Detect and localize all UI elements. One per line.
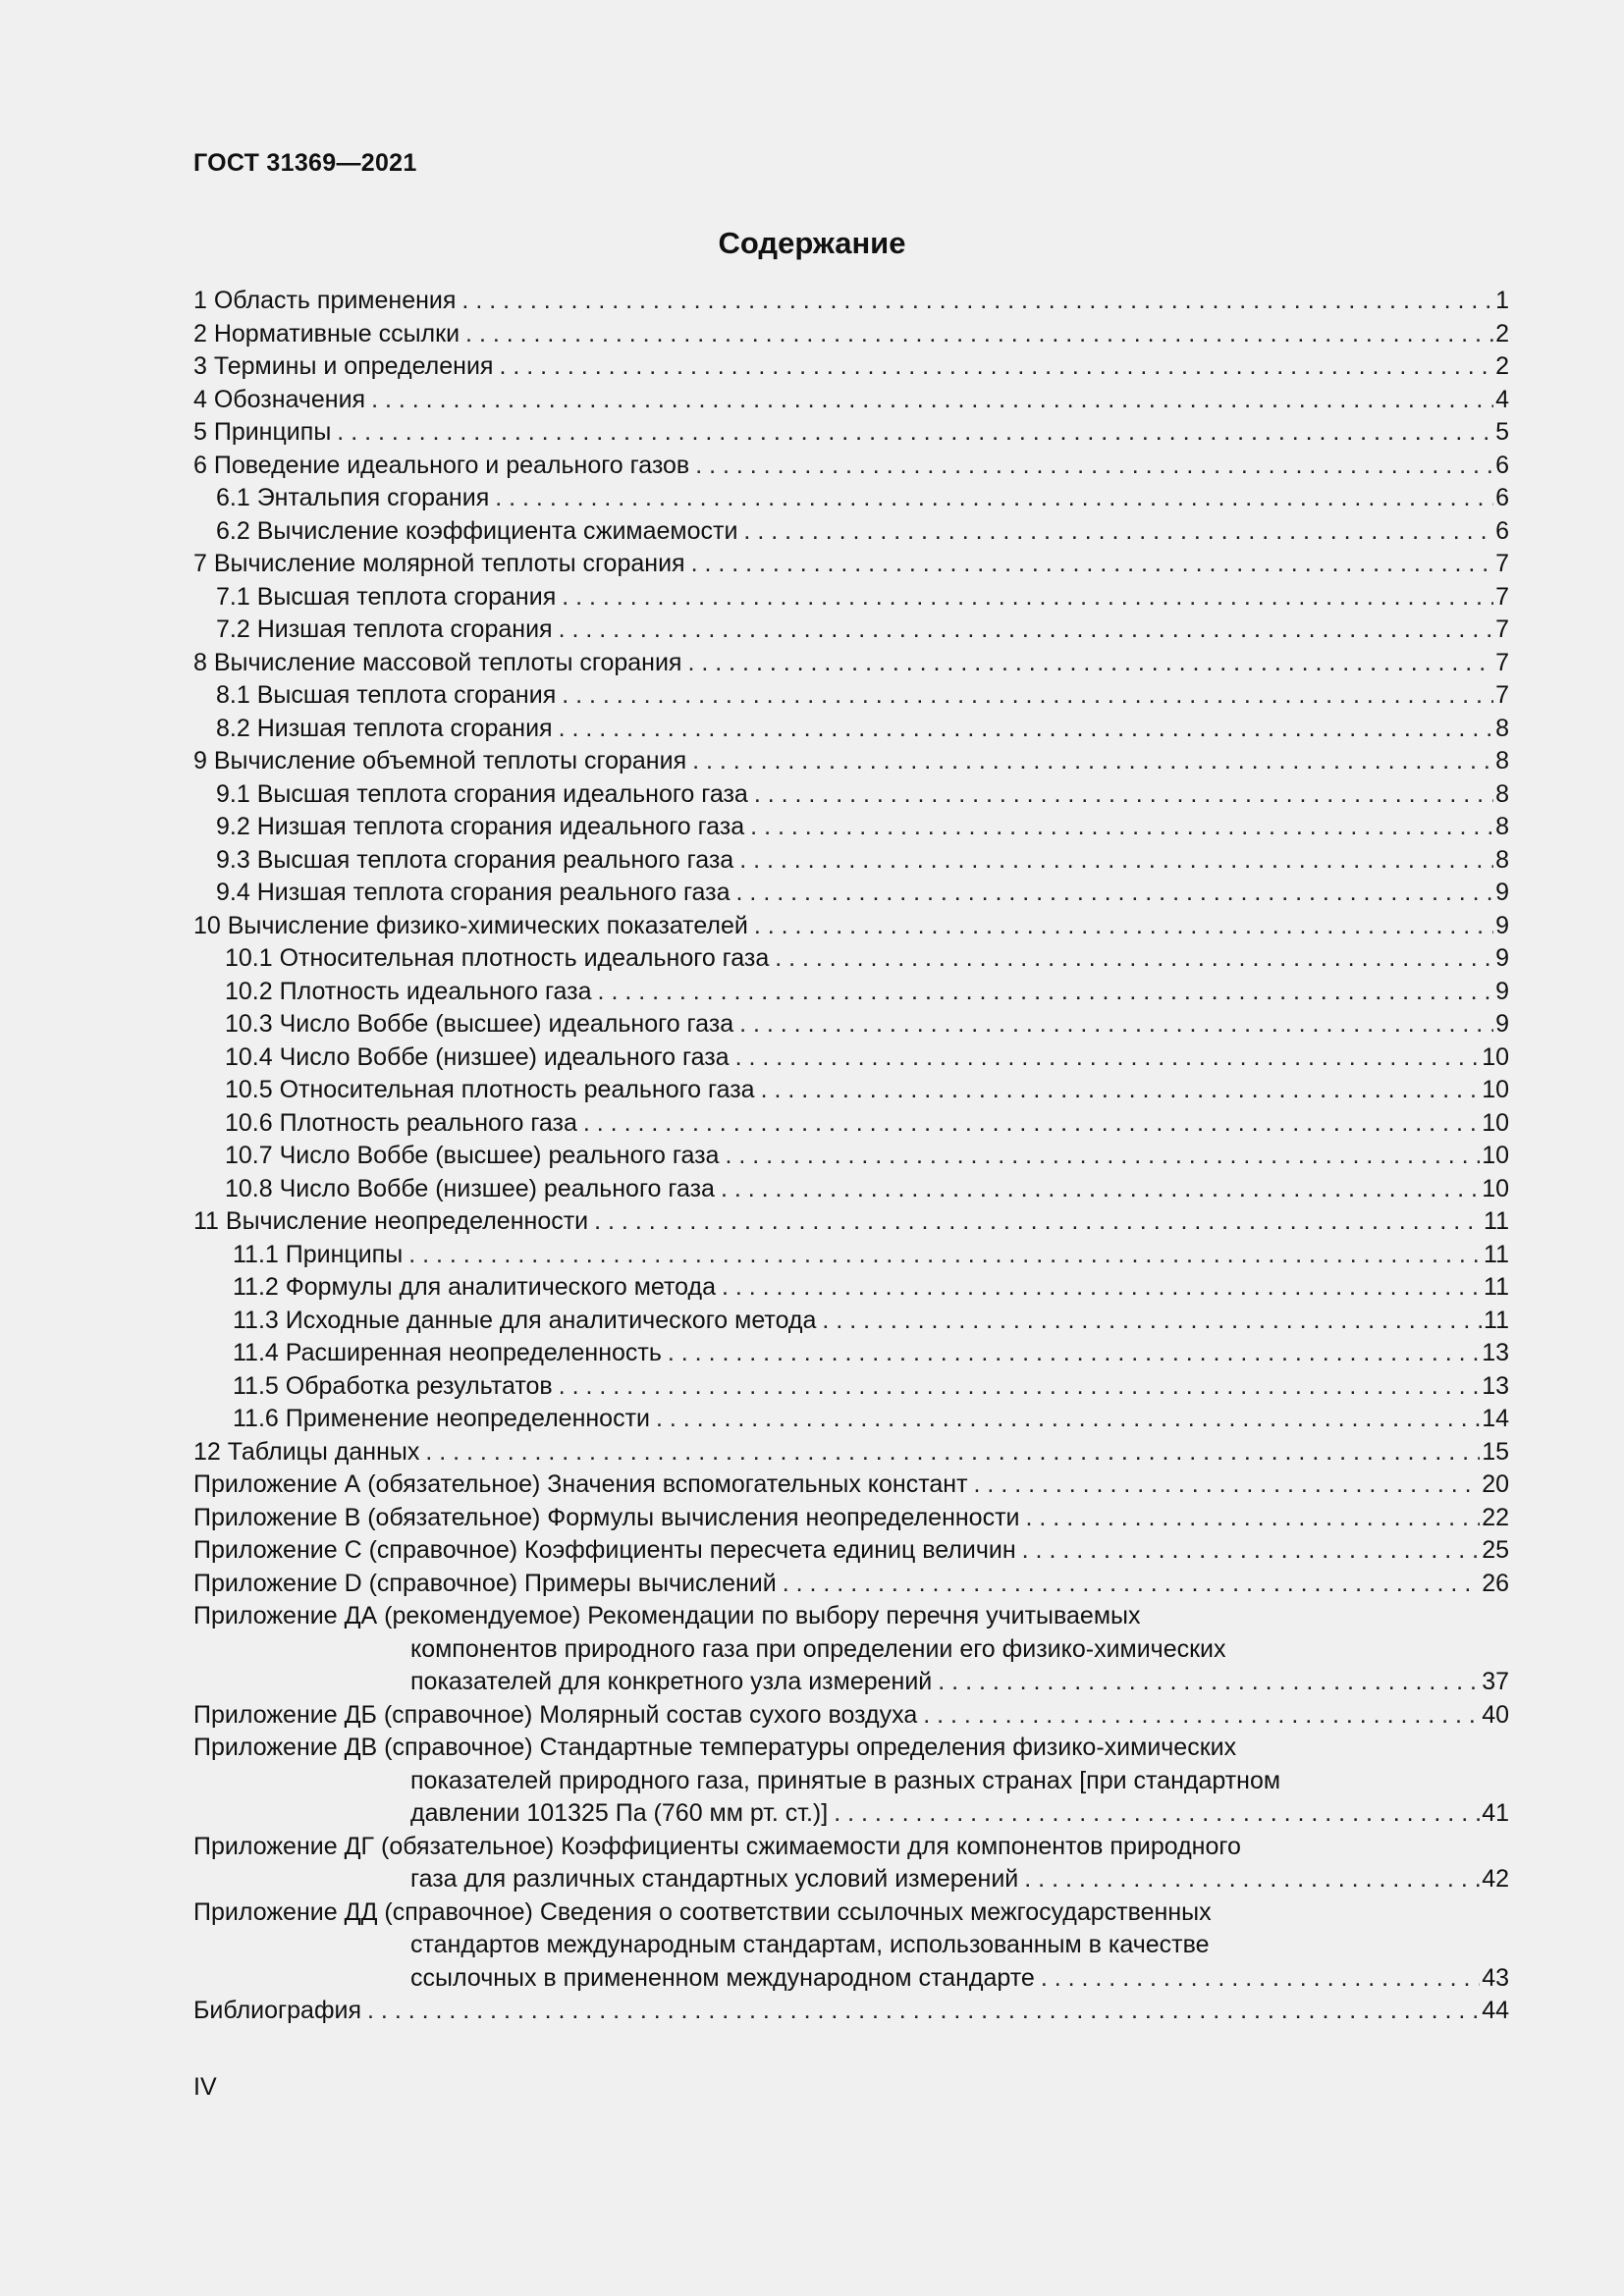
- toc-entry-text: 7 Вычисление молярной теплоты сгорания: [193, 550, 685, 577]
- toc-entry-text: стандартов международным стандартам, использованным в качестве: [410, 1931, 1210, 1958]
- toc-entry-text: 8 Вычисление массовой теплоты сгорания: [193, 648, 682, 676]
- toc-page-number: 20: [1482, 1470, 1509, 1498]
- toc-item[interactable]: [193, 1305, 1509, 1338]
- toc-bibliography-item[interactable]: [193, 1995, 1509, 2028]
- toc-line: [193, 1962, 1509, 1996]
- toc-entry-text: Приложение ДГ (обязательное) Коэффициенты сжимаемости для компонентов природного: [193, 1832, 1241, 1860]
- dot-leader: [754, 910, 1493, 943]
- dot-leader: [367, 1995, 1480, 2028]
- toc-item[interactable]: [193, 778, 1509, 812]
- toc-appendix-item[interactable]: [193, 1600, 1509, 1699]
- toc-line: [233, 1271, 1509, 1305]
- toc-item[interactable]: [193, 482, 1509, 515]
- toc-page-number: 5: [1495, 418, 1509, 446]
- toc-page-number: 11: [1484, 1273, 1509, 1301]
- dot-leader: [695, 450, 1493, 483]
- dot-leader: [750, 811, 1493, 844]
- toc-page-number: 9: [1495, 977, 1509, 1005]
- toc-item[interactable]: [193, 1041, 1509, 1075]
- toc-item[interactable]: [193, 614, 1509, 647]
- toc-item[interactable]: [193, 1568, 1509, 1601]
- toc-appendix-item[interactable]: [193, 1699, 1509, 1733]
- toc-entry-text: 11.1 Принципы: [233, 1240, 404, 1268]
- toc-item[interactable]: [193, 877, 1509, 910]
- dot-leader: [465, 318, 1493, 351]
- dot-leader: [834, 1797, 1480, 1831]
- toc-item[interactable]: [193, 1074, 1509, 1107]
- toc-line: [216, 614, 1509, 647]
- dot-leader: [974, 1468, 1481, 1502]
- dot-leader: [1026, 1502, 1481, 1535]
- toc-line: [193, 1534, 1509, 1568]
- toc-item[interactable]: [193, 1534, 1509, 1568]
- dot-leader: [735, 1041, 1481, 1075]
- toc-item[interactable]: [193, 548, 1509, 581]
- dot-leader: [598, 976, 1494, 1009]
- toc-page-number: 13: [1482, 1339, 1509, 1366]
- toc-item[interactable]: [193, 1205, 1509, 1239]
- toc-page-number: 11: [1484, 1207, 1509, 1235]
- toc-entry-text: 10.8 Число Воббе (низшее) реального газа: [225, 1174, 715, 1202]
- toc-entry-text: 9 Вычисление объемной теплоты сгорания: [193, 747, 687, 774]
- toc-page-number: 6: [1495, 516, 1509, 545]
- toc-line: [193, 1502, 1509, 1535]
- dot-leader: [668, 1337, 1480, 1370]
- toc-item[interactable]: [193, 1140, 1509, 1173]
- toc-line: [216, 482, 1509, 515]
- toc-page-number: 9: [1495, 911, 1509, 939]
- page-number: IV: [193, 2073, 217, 2101]
- toc-entry-text: Приложение ДВ (справочное) Стандартные температуры определения физико-химических: [193, 1734, 1237, 1761]
- dot-leader: [559, 614, 1494, 647]
- toc-line: [193, 350, 1509, 384]
- toc-item[interactable]: [193, 1436, 1509, 1469]
- toc-appendix-item[interactable]: [193, 1896, 1509, 1996]
- toc-item[interactable]: [193, 1008, 1509, 1041]
- toc-page-number: 8: [1495, 779, 1509, 808]
- dot-leader: [725, 1140, 1480, 1173]
- dot-leader: [692, 745, 1493, 778]
- toc-entry-text: 9.1 Высшая теплота сгорания идеального газа: [216, 779, 748, 808]
- toc-page-number: 9: [1495, 879, 1509, 906]
- dot-leader: [656, 1403, 1480, 1436]
- dot-leader: [562, 679, 1493, 713]
- toc-entry-text: 9.4 Низшая теплота сгорания реального газа: [216, 879, 731, 906]
- toc-item[interactable]: [193, 647, 1509, 680]
- toc-line: [193, 1797, 1509, 1831]
- toc-entry-text: 11.2 Формулы для аналитического метода: [233, 1273, 716, 1301]
- toc-entry-text: Приложение D (справочное) Примеры вычислений: [193, 1569, 777, 1597]
- toc-line: [216, 811, 1509, 844]
- dot-leader: [562, 581, 1493, 614]
- toc-page-number: 8: [1495, 714, 1509, 742]
- dot-leader: [594, 1205, 1482, 1239]
- toc-page-number: 8: [1495, 845, 1509, 874]
- toc-item[interactable]: [193, 910, 1509, 943]
- toc-item[interactable]: [193, 942, 1509, 976]
- toc-entry-text: Библиография: [193, 1997, 362, 2024]
- toc-entry-text: 10.1 Относительная плотность идеального газа: [225, 944, 770, 972]
- toc-page-number: 11: [1484, 1240, 1509, 1268]
- dot-leader: [687, 647, 1493, 680]
- toc-line: [233, 1239, 1509, 1272]
- toc-page-number: 10: [1482, 1142, 1509, 1169]
- toc-line: [216, 877, 1509, 910]
- toc-entry-text: 4 Обозначения: [193, 385, 366, 413]
- toc-item[interactable]: [193, 1502, 1509, 1535]
- dot-leader: [739, 1008, 1493, 1041]
- dot-leader: [743, 515, 1493, 549]
- toc-entry-text: Приложение ДБ (справочное) Молярный состав сухого воздуха: [193, 1700, 918, 1729]
- dot-leader: [938, 1666, 1480, 1699]
- toc-entry-text: 1 Область применения: [193, 287, 457, 314]
- toc-line: [233, 1337, 1509, 1370]
- toc-page-number: 2: [1495, 352, 1509, 380]
- toc-entry-text: 3 Термины и определения: [193, 352, 494, 380]
- toc-appendix-item[interactable]: [193, 1831, 1509, 1896]
- toc-item[interactable]: [193, 318, 1509, 351]
- toc-item[interactable]: [193, 811, 1509, 844]
- toc-line: [233, 1370, 1509, 1404]
- toc-page-number: 2: [1495, 319, 1509, 347]
- dot-leader: [739, 844, 1493, 878]
- toc-item[interactable]: [193, 745, 1509, 778]
- toc-entry-text: 10.5 Относительная плотность реального газа: [225, 1076, 755, 1103]
- toc-page-number: 6: [1495, 451, 1509, 479]
- toc-page-number: 37: [1482, 1668, 1509, 1695]
- dot-leader: [461, 285, 1493, 318]
- toc-entry-text: 6.1 Энтальпия сгорания: [216, 484, 490, 511]
- toc-page-number: 10: [1482, 1042, 1509, 1071]
- toc-entry-text: 10.7 Число Воббе (высшее) реального газа: [225, 1142, 720, 1169]
- toc-item[interactable]: [193, 416, 1509, 450]
- toc-line: [225, 1008, 1509, 1041]
- dot-leader: [923, 1699, 1480, 1733]
- toc-entry-text: Приложение С (справочное) Коэффициенты пересчета единиц величин: [193, 1536, 1016, 1564]
- toc-entry-text: 11.4 Расширенная неопределенность: [233, 1339, 662, 1366]
- toc-item[interactable]: [193, 450, 1509, 483]
- toc-page-number: 8: [1495, 813, 1509, 840]
- toc-entry-text: давлении 101325 Па (760 мм рт. ст.)]: [410, 1799, 829, 1827]
- dot-leader: [371, 384, 1493, 417]
- toc-item[interactable]: [193, 1271, 1509, 1305]
- toc-page-number: 22: [1482, 1503, 1509, 1531]
- toc-entry-text: 11 Вычисление неопределенности: [193, 1207, 589, 1235]
- toc-entry-text: ссылочных в примененном международном стандарте: [410, 1963, 1035, 1992]
- toc-entry-text: 10 Вычисление физико-химических показателей: [193, 911, 748, 939]
- toc-entry-text: 11.5 Обработка результатов: [233, 1371, 553, 1400]
- toc-item[interactable]: [193, 1239, 1509, 1272]
- toc-entry-text: Приложение А (обязательное) Значения вспомогательных констант: [193, 1470, 968, 1498]
- toc-entry-text: 11.6 Применение неопределенности: [233, 1405, 650, 1432]
- toc-page-number: 25: [1482, 1536, 1509, 1564]
- toc-entry-text: 10.6 Плотность реального газа: [225, 1108, 577, 1137]
- toc-line: [193, 318, 1509, 351]
- toc-item[interactable]: [193, 285, 1509, 318]
- toc-entry-text: 11.3 Исходные данные для аналитического метода: [233, 1306, 817, 1334]
- toc-line: [225, 1140, 1509, 1173]
- dot-leader: [1024, 1863, 1480, 1896]
- toc-line: [216, 581, 1509, 614]
- toc-line: [193, 745, 1509, 778]
- toc-page-number: 7: [1495, 615, 1509, 643]
- toc-entry-text: 8.1 Высшая теплота сгорания: [216, 681, 557, 709]
- toc-entry-text: 7.2 Низшая теплота сгорания: [216, 615, 553, 643]
- toc-item[interactable]: [193, 1403, 1509, 1436]
- dot-leader: [559, 1370, 1480, 1404]
- toc-line: [193, 285, 1509, 318]
- toc-item[interactable]: [193, 1173, 1509, 1206]
- toc-page-number: 4: [1495, 385, 1509, 413]
- toc-line: [193, 384, 1509, 417]
- dot-leader: [736, 877, 1494, 910]
- toc-item[interactable]: [193, 515, 1509, 549]
- toc-line: [193, 1863, 1509, 1896]
- toc-line: [193, 1436, 1509, 1469]
- toc-page-number: 6: [1495, 484, 1509, 511]
- toc-entry-text: Приложение ДА (рекомендуемое) Рекомендации по выбору перечня учитываемых: [193, 1602, 1141, 1629]
- dot-leader: [559, 713, 1494, 746]
- toc-item[interactable]: [193, 713, 1509, 746]
- toc-item[interactable]: [193, 350, 1509, 384]
- document-header: ГОСТ 31369—2021: [193, 149, 417, 177]
- toc-page-number: 7: [1495, 582, 1509, 611]
- toc-page-number: 13: [1482, 1371, 1509, 1400]
- dot-leader: [495, 482, 1493, 515]
- toc-line: [225, 976, 1509, 1009]
- toc-page-number: 7: [1495, 681, 1509, 709]
- toc-page-number: 7: [1495, 648, 1509, 676]
- toc-page-number: 15: [1482, 1437, 1509, 1466]
- toc-line: [193, 416, 1509, 450]
- toc-page-number: 8: [1495, 747, 1509, 774]
- dot-leader: [721, 1173, 1480, 1206]
- toc-line: [193, 1699, 1509, 1733]
- toc-page-number: 9: [1495, 944, 1509, 972]
- toc-line: [216, 778, 1509, 812]
- toc-line: [193, 1995, 1509, 2028]
- toc-page-number: 26: [1482, 1569, 1509, 1597]
- dot-leader: [1041, 1962, 1480, 1996]
- toc-entry-text: 10.2 Плотность идеального газа: [225, 977, 592, 1005]
- toc-line: [216, 515, 1509, 549]
- toc-line: [216, 844, 1509, 878]
- toc-entry-text: 5 Принципы: [193, 418, 332, 446]
- table-of-contents: [193, 285, 1509, 2028]
- toc-appendix-item[interactable]: [193, 1732, 1509, 1831]
- toc-line: [225, 1074, 1509, 1107]
- toc-entry-text: Приложение В (обязательное) Формулы вычисления неопределенности: [193, 1503, 1020, 1531]
- toc-line: [233, 1403, 1509, 1436]
- dot-leader: [1022, 1534, 1481, 1568]
- toc-page-number: 44: [1482, 1997, 1509, 2024]
- toc-page-number: 10: [1482, 1174, 1509, 1202]
- dot-leader: [722, 1271, 1482, 1305]
- toc-line: [193, 647, 1509, 680]
- toc-page-number: 40: [1482, 1700, 1509, 1729]
- dot-leader: [761, 1074, 1481, 1107]
- toc-item[interactable]: [193, 976, 1509, 1009]
- toc-item[interactable]: [193, 1468, 1509, 1502]
- toc-line: [225, 1107, 1509, 1141]
- dot-leader: [754, 778, 1493, 812]
- dot-leader: [691, 548, 1494, 581]
- dot-leader: [783, 1568, 1480, 1601]
- dot-leader: [408, 1239, 1482, 1272]
- toc-line: [216, 679, 1509, 713]
- toc-page-number: 41: [1482, 1799, 1509, 1827]
- toc-item[interactable]: [193, 1107, 1509, 1141]
- toc-item[interactable]: [193, 844, 1509, 878]
- toc-line: [233, 1305, 1509, 1338]
- toc-entry-text: 9.3 Высшая теплота сгорания реального газа: [216, 845, 734, 874]
- toc-line: [193, 1205, 1509, 1239]
- toc-line: [225, 942, 1509, 976]
- dot-leader: [775, 942, 1493, 976]
- toc-line: [193, 548, 1509, 581]
- toc-entry-text: Приложение ДД (справочное) Сведения о соответствии ссылочных межгосударственных: [193, 1897, 1212, 1926]
- toc-entry-text: 2 Нормативные ссылки: [193, 319, 460, 347]
- toc-page-number: 42: [1482, 1865, 1509, 1893]
- toc-entry-text: 8.2 Низшая теплота сгорания: [216, 714, 553, 742]
- dot-leader: [822, 1305, 1482, 1338]
- toc-entry-text: 12 Таблицы данных: [193, 1437, 420, 1466]
- dot-leader: [499, 350, 1493, 384]
- toc-entry-text: 10.3 Число Воббе (высшее) идеального газа: [225, 1010, 734, 1038]
- toc-item[interactable]: [193, 1337, 1509, 1370]
- toc-page-number: 9: [1495, 1010, 1509, 1038]
- toc-entry-text: 6 Поведение идеального и реального газов: [193, 451, 690, 479]
- toc-line: [225, 1173, 1509, 1206]
- toc-page-number: 10: [1482, 1076, 1509, 1103]
- toc-entry-text: 9.2 Низшая теплота сгорания идеального газа: [216, 813, 745, 840]
- toc-line: [193, 450, 1509, 483]
- dot-leader: [337, 416, 1493, 450]
- toc-line: [216, 713, 1509, 746]
- toc-item[interactable]: [193, 1370, 1509, 1404]
- toc-title: Содержание: [718, 226, 906, 260]
- toc-item[interactable]: [193, 581, 1509, 614]
- toc-page-number: 14: [1482, 1405, 1509, 1432]
- dot-leader: [583, 1107, 1480, 1141]
- toc-entry-text: показателей природного газа, принятые в разных странах [при стандартном: [410, 1766, 1281, 1794]
- toc-item[interactable]: [193, 384, 1509, 417]
- toc-entry-text: показателей для конкретного узла измерений: [410, 1668, 933, 1695]
- toc-entry-text: 7.1 Высшая теплота сгорания: [216, 582, 557, 611]
- toc-page-number: 11: [1484, 1306, 1509, 1334]
- toc-item[interactable]: [193, 679, 1509, 713]
- toc-line: [193, 1666, 1509, 1699]
- toc-entry-text: компонентов природного газа при определении его физико-химических: [410, 1634, 1226, 1663]
- toc-page-number: 10: [1482, 1108, 1509, 1137]
- toc-entry-text: 10.4 Число Воббе (низшее) идеального газа: [225, 1042, 730, 1071]
- toc-line: [225, 1041, 1509, 1075]
- toc-page-number: 1: [1495, 287, 1509, 314]
- toc-page-number: 43: [1482, 1963, 1509, 1992]
- toc-line: [193, 1568, 1509, 1601]
- toc-entry-text: 6.2 Вычисление коэффициента сжимаемости: [216, 516, 738, 545]
- toc-line: [193, 910, 1509, 943]
- toc-entry-text: газа для различных стандартных условий измерений: [410, 1865, 1019, 1893]
- toc-line: [193, 1468, 1509, 1502]
- toc-page-number: 7: [1495, 550, 1509, 577]
- dot-leader: [425, 1436, 1480, 1469]
